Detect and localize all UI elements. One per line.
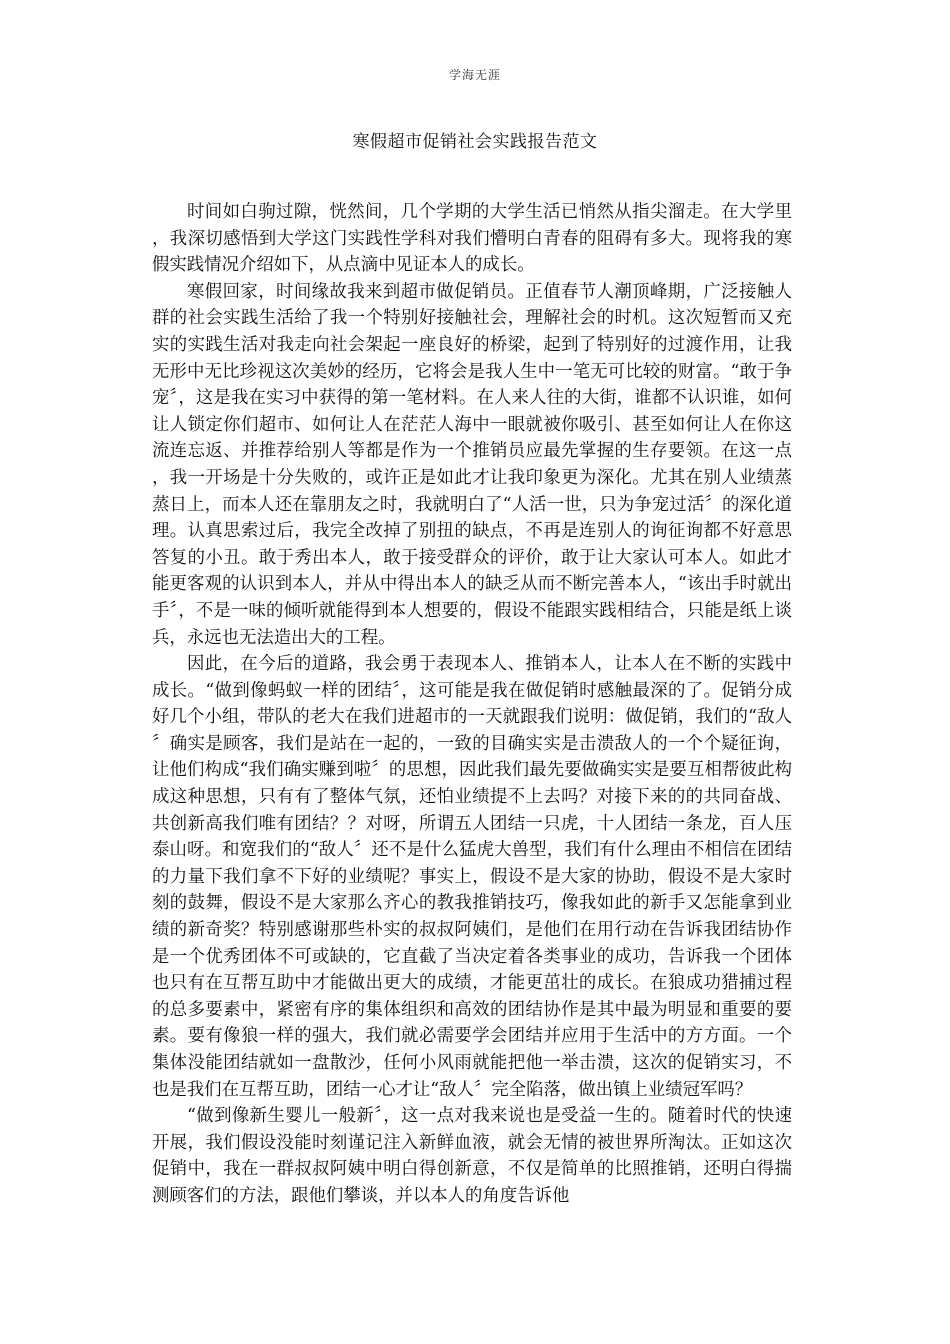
document-body — [152, 199, 792, 1210]
paragraph: 寒假回家，时间缘故我来到超市做促销员。正值春节人潮顶峰期，广泛接触人群的社会实践生活给了我一个特别好接触社会，理解社会的时机。这次短暂而又充实的实践生活对我走向社会架起一座良好的桥梁，起到了特别好的过渡作用，让我无形中无比珍视这次美妙的经历，它将会是我人生中一笔无可比较的财富。“敢于争宠〞，这是我在实习中获得的第一笔材料。在人来人往的大街，谁都不认识谁，如何让人锁定你们超市、如何让人在茫茫人海中一眼就被你吸引、甚至如何让人在你这流连忘返、并推荐给别人等都是作为一个推销员应最先掌握的生存要领。在这一点，我一开场是十分失败的，或许正是如此才让我印象更为深化。尤其在别人业绩蒸蒸日上，而本人还在靠朋友之时，我就明白了“人活一世，只为争宠过活〞的深化道理。认真思索过后，我完全改掉了别扭的缺点，不再是连别人的询征询都不好意思答复的小丑。敢于秀出本人，敢于接受群众的评价，敢于让大家认可本人。如此才能更客观的认识到本人，并从中得出本人的缺乏从而不断完善本人，“该出手时就出手〞，不是一味的倾听就能得到本人想要的，假设不能跟实践相结合，只能是纸上谈兵，永远也无法造出大的工程。 — [152, 281, 792, 648]
paragraph: “做到像新生婴儿一般新〞，这一点对我来说也是受益一生的。随着时代的快速开展，我们假设没能时刻谨记注入新鲜血液，就会无情的被世界所淘汰。正如这次促销中，我在一群叔叔阿姨中明白得创新意，不仅是简单的比照推销，还明白得揣测顾客们的方法，跟他们攀谈，并以本人的角度告诉他 — [152, 1106, 792, 1206]
document-title: 寒假超市促销社会实践报告范文 — [352, 132, 598, 152]
page-header: 学海无涯 — [448, 68, 501, 82]
paragraph: 时间如白驹过隙，恍然间，几个学期的大学生活已悄然从指尖溜走。在大学里，我深切感悟到大学这门实践性学科对我们懵明白青春的阻碍有多大。现将我的寒假实践情况介绍如下，从点滴中见证本人的成长。 — [152, 202, 792, 276]
paragraph: 因此，在今后的道路，我会勇于表现本人、推销本人，让本人在不断的实践中成长。“做到像蚂蚁一样的团结〞，这可能是我在做促销时感触最深的了。促销分成好几个小组，带队的老大在我们进超市的一天就跟我们说明：做促销，我们的“敌人〞确实是顾客，我们是站在一起的，一致的目确实实是击溃敌人的一个个疑征询，让他们构成“我们确实赚到啦〞的思想，因此我们最先要做确实实是要互相帮彼此构成这种思想，只有有了整体气氛，还怕业绩提不上去吗？对接下来的的共同奋战、共创新高我们唯有团结？？对呀，所谓五人团结一只虎，十人团结一条龙，百人压泰山呀。和宽我们的“敌人〞还不是什么猛虎大兽型，我们有什么理由不相信在团结的力量下我们拿不下好的业绩呢？事实上，假设不是大家的协助，假设不是大家时刻的鼓舞，假设不是大家那么齐心的教我推销技巧，像我如此的新手又怎能拿到业绩的新奇奖？特别感谢那些朴实的叔叔阿姨们，是他们在用行动在告诉我团结协作是一个优秀团体不可或缺的，它直截了当决定着各类事业的成功，告诉我一个团体也只有在互帮互助中才能做出更大的成绩，才能更茁壮的成长。在狼成功猎捕过程的总多要素中，紧密有序的集体组织和高效的团结协作是其中最为明显和重要的要素。要有像狼一样的强大，我们就必需要学会团结并应用于生活中的方方面。一个集体没能团结就如一盘散沙，任何小风雨就能把他一举击溃，这次的促销实习，不也是我们在互帮互助，团结一心才让“敌人〞完全陷落，做出镇上业绩冠军吗？ — [152, 654, 792, 1100]
